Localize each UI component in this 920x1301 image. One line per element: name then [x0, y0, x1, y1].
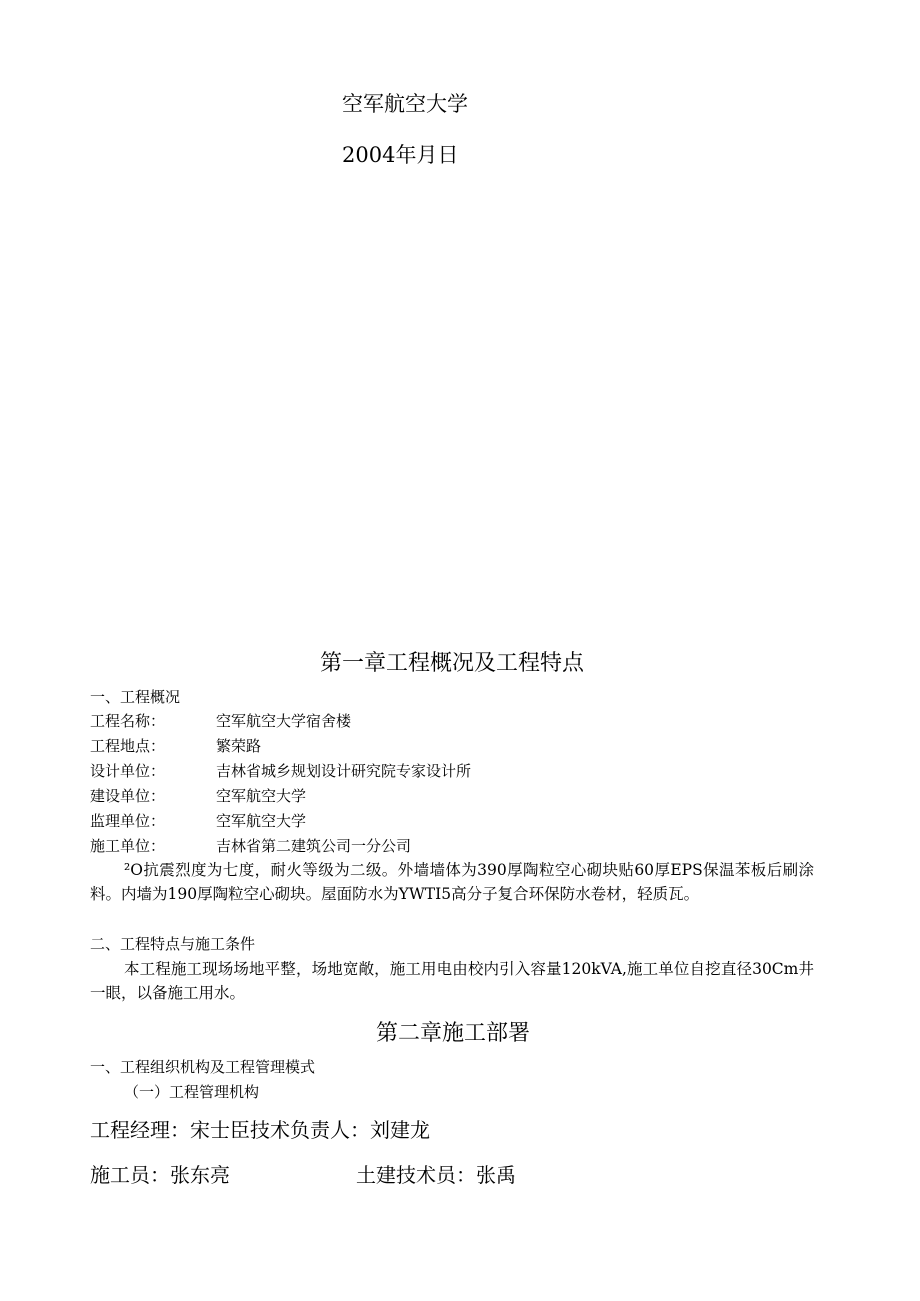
paragraph-site-conditions: 本工程施工现场场地平整，场地宽敞，施工用电由校内引入容量120kVA,施工单位自挖直径30Cm井一眼，以备施工用水。 — [90, 960, 814, 1002]
field-value-construction-unit: 吉林省第二建筑公司一分公司 — [216, 837, 412, 855]
staff-line-manager: 工程经理：宋士臣技术负责人：刘建龙 — [90, 1118, 430, 1142]
paragraph-structure: ²O抗震烈度为七度，耐火等级为二级。外墙墙体为390厚陶粒空心砌块贴60厚EPS保温苯板后刷涂料。内墙为190厚陶粒空心砌块。屋面防水为YWTI5高分子复合环保防水卷材，轻质瓦。 — [90, 861, 814, 903]
field-value-project-name: 空军航空大学宿舍楼 — [216, 712, 352, 730]
section-heading-features: 二、工程特点与施工条件 — [90, 935, 256, 953]
field-label-supervision-unit: 监理单位： — [90, 812, 166, 830]
field-value-owner-unit: 空军航空大学 — [216, 787, 307, 805]
field-value-location: 繁荣路 — [216, 737, 262, 755]
cover-organization: 空军航空大学 — [342, 92, 468, 116]
field-label-location: 工程地点： — [90, 737, 166, 755]
field-label-construction-unit: 施工单位： — [90, 837, 166, 855]
chapter-1-title: 第一章工程概况及工程特点 — [320, 651, 585, 676]
field-label-design-unit: 设计单位： — [90, 762, 166, 780]
section-heading-organization: 一、工程组织机构及工程管理模式 — [90, 1058, 316, 1076]
chapter-2-title: 第二章施工部署 — [376, 1021, 531, 1046]
field-label-project-name: 工程名称： — [90, 712, 166, 730]
subsection-heading-management: （一）工程管理机构 — [124, 1083, 260, 1101]
field-label-owner-unit: 建设单位： — [90, 787, 166, 805]
cover-date: 2004年月日 — [342, 143, 459, 167]
staff-line-constructor: 施工员：张东亮 — [90, 1163, 230, 1187]
field-value-design-unit: 吉林省城乡规划设计研究院专家设计所 — [216, 762, 472, 780]
section-heading-overview: 一、工程概况 — [90, 688, 181, 706]
staff-line-civil-technician: 土建技术员：张禹 — [356, 1163, 516, 1187]
field-value-supervision-unit: 空军航空大学 — [216, 812, 307, 830]
